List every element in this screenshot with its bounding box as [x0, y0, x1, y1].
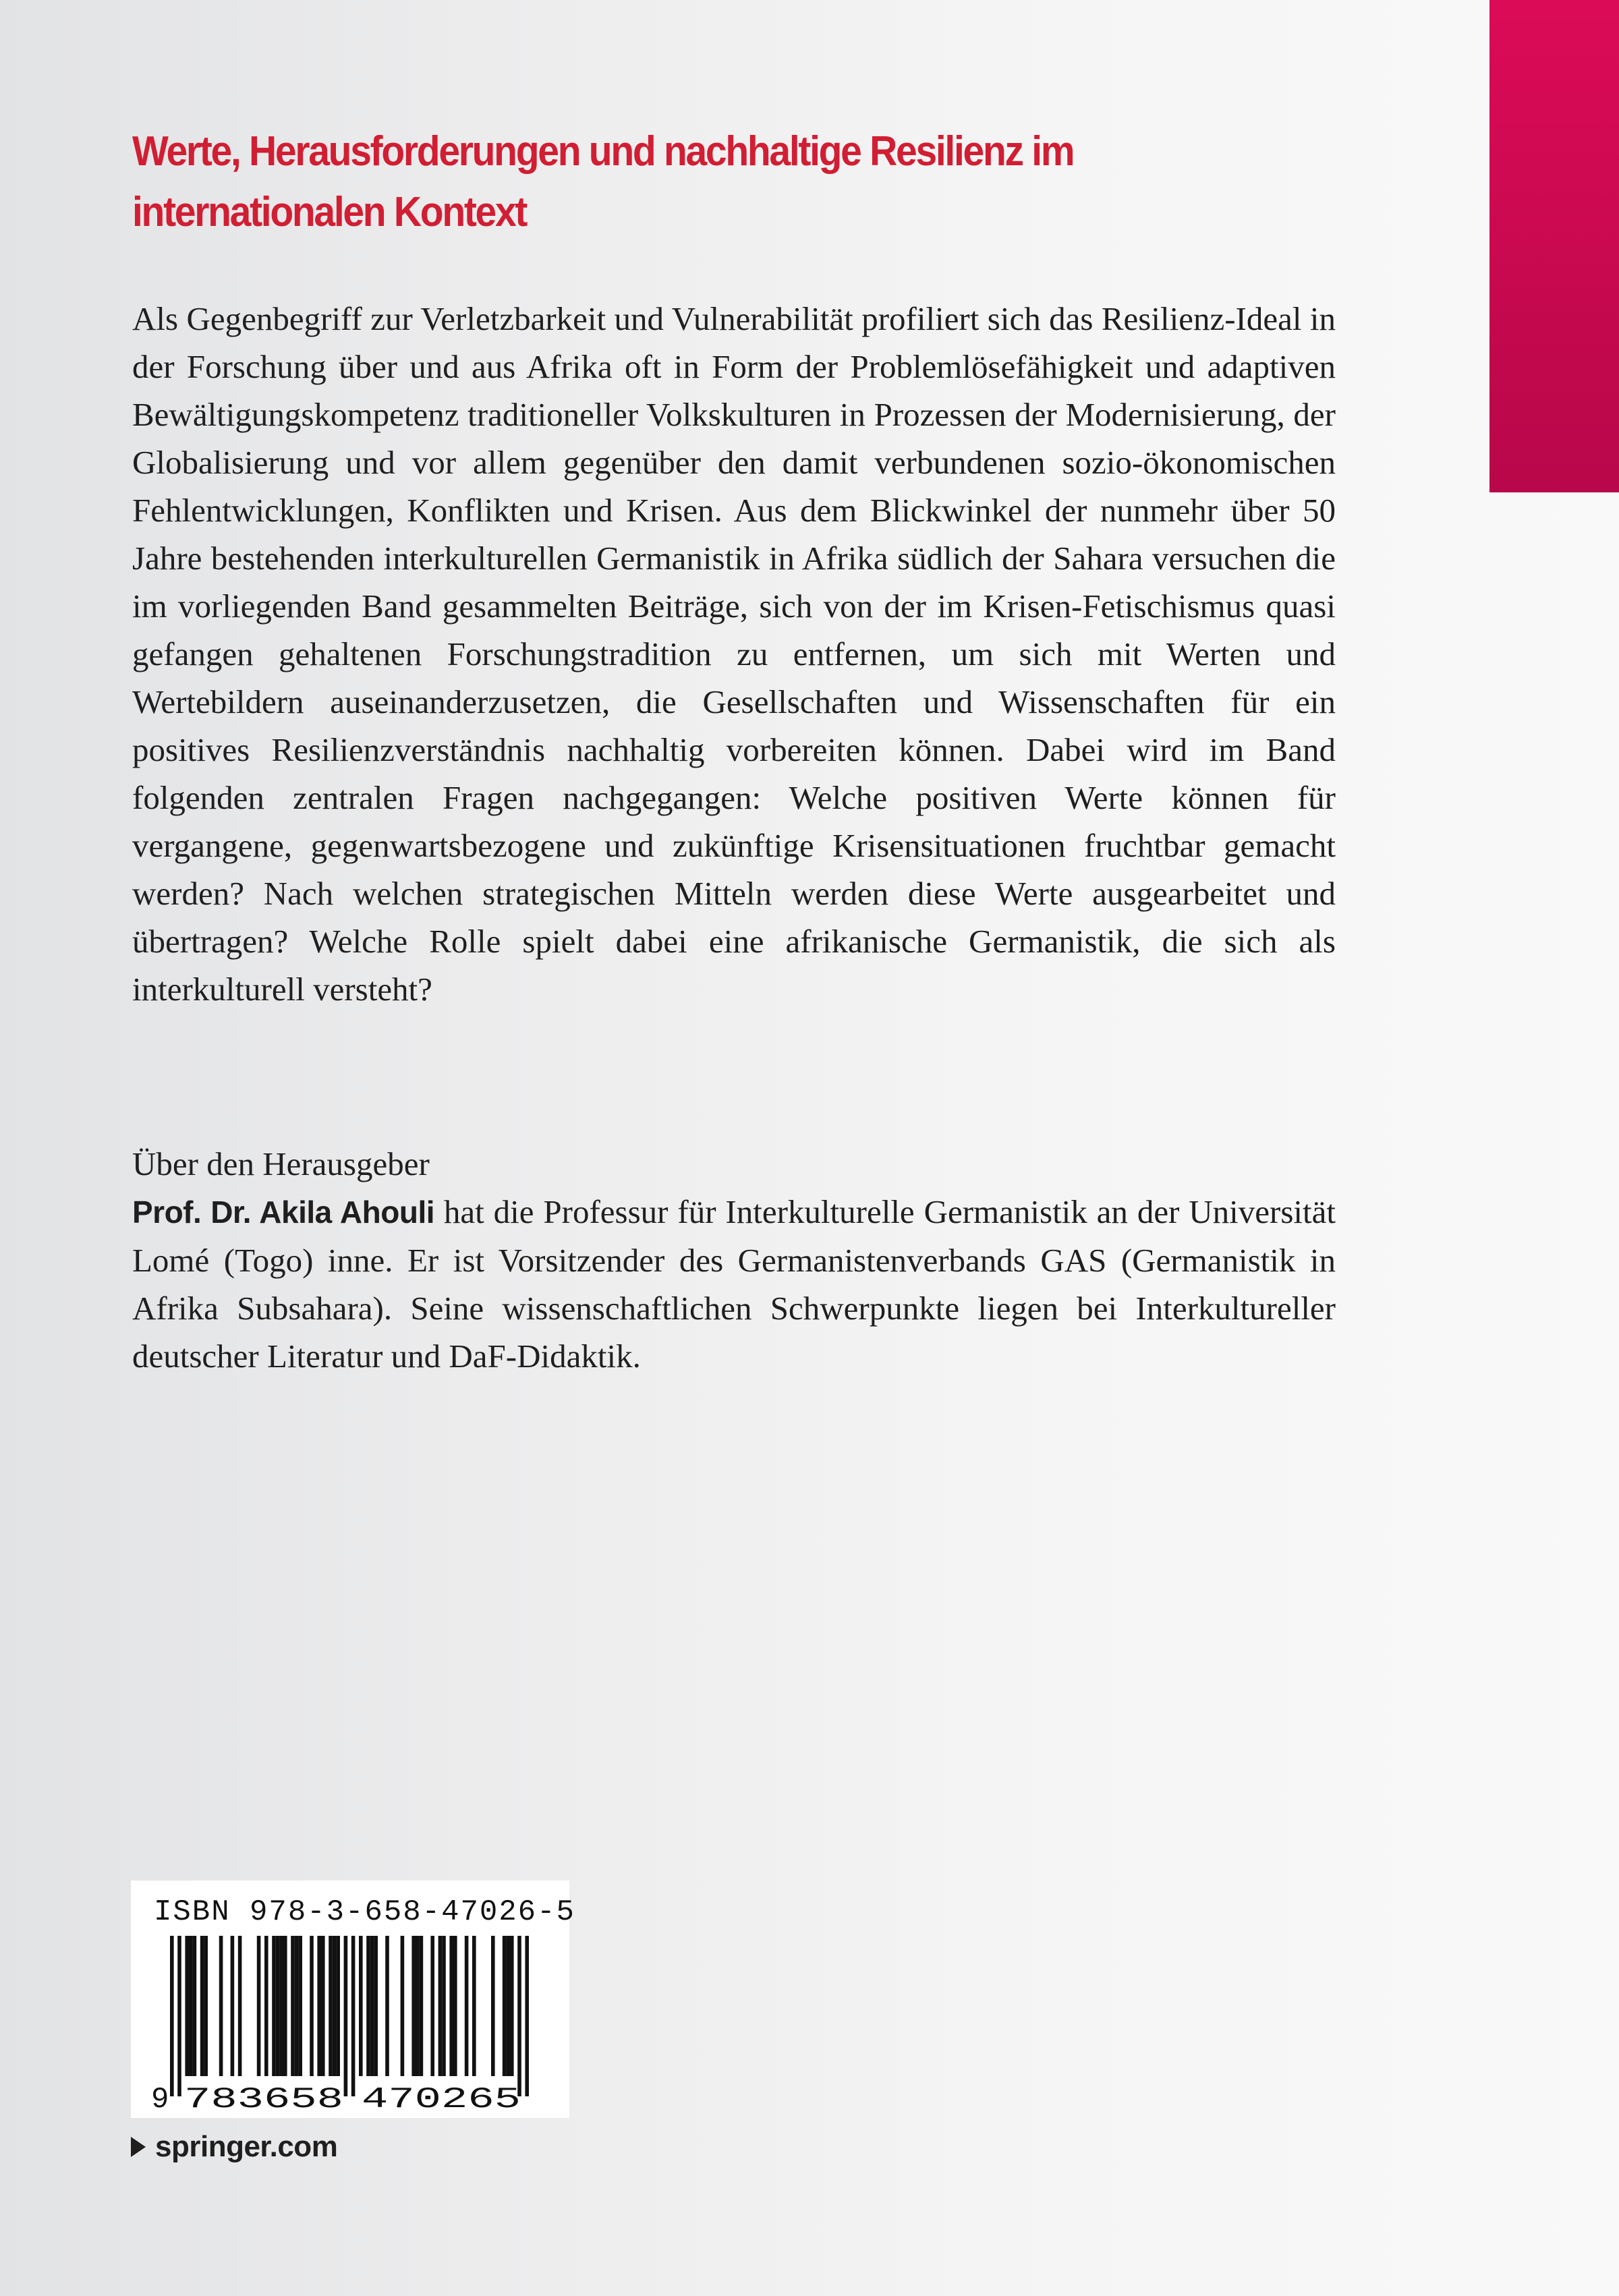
book-description: Als Gegenbegriff zur Verletzbarkeit und Vulnerabilität profiliert sich das Resilienz-Ideal in der Forschung über und aus Afrika oft in Form der Problemlösefähigkeit und adaptiven Bewältigungskompetenz traditioneller Volkskulturen in Prozessen der Modernisierung, der Globalisierung und vor allem gegenüber den damit verbundenen sozio-ökonomischen Fehlentwicklungen, Konflikten und Krisen. Aus dem Blickwinkel der nunmehr über 50 Jahre bestehenden interkulturellen Germanistik in Afrika südlich der Sahara versuchen die im vorliegenden Band gesammelten Beiträge, sich von der im Krisen-Fetischismus quasi gefangen gehaltenen Forschungstradition zu entfernen, um sich mit Werten und Wertebildern auseinanderzusetzen, die Gesellschaften und Wissenschaften für ein positives Resilienzverständnis nachhaltig vorbereiten können. Dabei wird im Band folgenden zentralen Fragen nachgegangen: Welche positiven Werte können für vergangene, gegenwartsbezogene und zukünftige Krisensituationen fruchtbar gemacht werden? Nach welchen strategischen Mitteln werden diese Werte ausgearbeitet und übertragen? Welche Rolle spielt dabei eine afrikanische Germanistik, die sich als interkulturell versteht? — [132, 300, 1336, 1008]
isbn-label: ISBN 978-3-658-47026-5 — [154, 1895, 575, 1929]
barcode-bar — [453, 1936, 457, 2076]
barcode-digit-first: 9 — [151, 2083, 169, 2117]
barcode-bar — [283, 1936, 287, 2076]
barcode-guard-bar — [517, 1936, 521, 2096]
barcode-bar — [279, 1936, 283, 2076]
barcode-bar — [438, 1936, 443, 2076]
barcode-bar — [257, 1936, 261, 2076]
barcode-bar — [189, 1936, 193, 2076]
barcode-bar — [193, 1936, 197, 2076]
barcode-bar — [329, 1936, 333, 2076]
barcode-bar — [276, 1936, 280, 2076]
barcode-bar — [430, 1936, 434, 2076]
barcode-bar — [204, 1936, 208, 2076]
barcode-bar — [310, 1936, 314, 2076]
barcode-bar — [298, 1936, 302, 2076]
barcode-bar — [185, 1936, 189, 2076]
barcode-guard-bar — [351, 1936, 356, 2096]
barcode-bar — [295, 1936, 299, 2076]
barcode-icon — [131, 1881, 569, 2118]
editor-name: Prof. Dr. Akila Ahouli — [132, 1195, 435, 1230]
barcode-bar — [449, 1936, 453, 2076]
barcode-bar — [401, 1936, 405, 2076]
barcode-bar — [385, 1936, 389, 2076]
barcode-bar — [442, 1936, 446, 2076]
editor-bio: hat die Professur für Interkulturelle Germanistik an der Universität Lomé (Togo) inne. Er ist Vorsitzender des Germanistenverbands GAS (Germanistik in Afrika Subsahara). Seine wissenschaftlichen Schwerpunkte liegen bei Interkultureller deutscher Literatur und DaF-Didaktik. — [132, 1193, 1336, 1375]
play-arrow-icon — [131, 2137, 146, 2157]
barcode-bar — [317, 1936, 321, 2076]
barcode-guard-bar — [177, 1936, 181, 2096]
barcode-bar — [272, 1936, 276, 2076]
barcode-bar — [321, 1936, 325, 2076]
barcode-bar — [472, 1936, 476, 2076]
barcode-bar — [416, 1936, 420, 2076]
barcode-digits-right: 470265 — [362, 2083, 521, 2117]
barcode-bar — [366, 1936, 370, 2076]
barcode-guard-bar — [170, 1936, 174, 2096]
barcode-bar — [264, 1936, 268, 2076]
barcode-bar — [506, 1936, 510, 2076]
barcode-bar — [465, 1936, 469, 2076]
about-editor-heading: Über den Herausgeber — [132, 1145, 430, 1182]
accent-bar — [1489, 0, 1619, 492]
barcode-bar — [291, 1936, 295, 2076]
publisher-link[interactable] — [131, 2130, 337, 2164]
barcode-bar — [200, 1936, 204, 2076]
barcode-guard-bar — [525, 1936, 529, 2096]
barcode-bar — [231, 1936, 235, 2076]
barcode-guard-bar — [344, 1936, 348, 2096]
publisher-url: springer.com — [155, 2130, 338, 2163]
barcode-bar — [491, 1936, 495, 2076]
about-editor — [132, 1140, 1336, 1380]
barcode-digits-left: 783658 — [184, 2083, 343, 2117]
barcode-bar — [370, 1936, 374, 2076]
barcode-bar — [411, 1936, 416, 2076]
isbn-barcode — [131, 1881, 575, 2118]
book-title: Werte, Herausforderungen und nachhaltige Resilienz im internationalen Kontext — [132, 128, 1074, 235]
barcode-bar — [359, 1936, 363, 2076]
barcode-bar — [374, 1936, 378, 2076]
barcode-bar — [336, 1936, 340, 2076]
barcode-bar — [503, 1936, 507, 2076]
barcode-bar — [510, 1936, 514, 2076]
barcode-bar — [219, 1936, 223, 2076]
barcode-bar — [238, 1936, 242, 2076]
barcode-bar — [420, 1936, 424, 2076]
barcode-bar — [333, 1936, 337, 2076]
